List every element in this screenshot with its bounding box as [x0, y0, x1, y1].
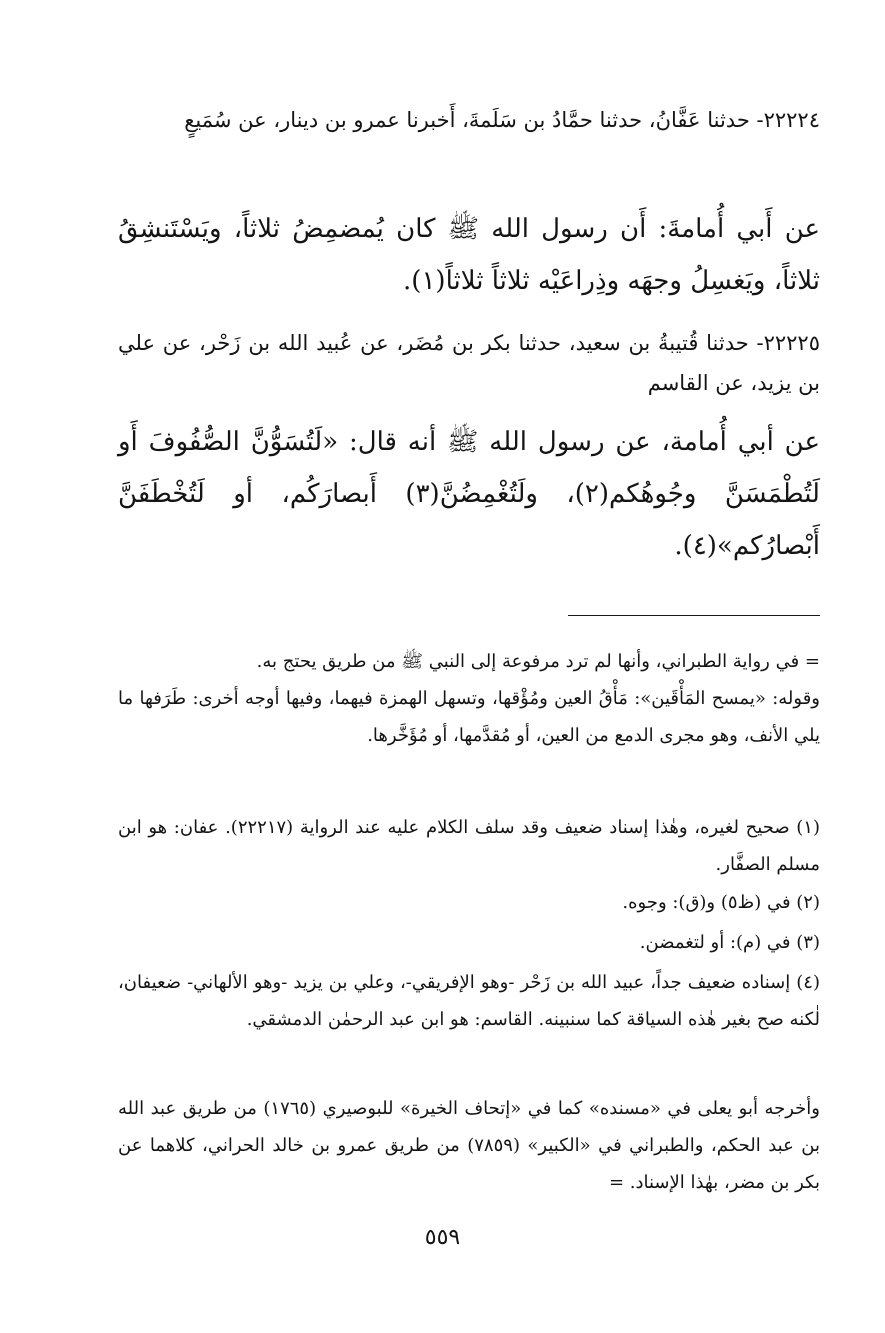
footnote-4: (٤) إسناده ضعيف جداً، عبيد الله بن زَحْر -وهو الإفريقي-، وعلي بن يزيد -وهو الألهاني- ضعيفان، لٰكنه صح بغير هٰذه السياقة كما سنبينه. القاسم: هو ابن عبد الرحمٰن الدمشقي. [118, 972, 820, 1030]
hadith-22224-matn: عن أَبي أُمامةَ: أَن رسول الله ﷺ كان يُمضمِضُ ثلاثاً، ويَسْتَنشِقُ ثلاثاً، ويَغسِلُ وجهَه وذِراعَيْه ثلاثاً ثلاثاً(١). [118, 214, 820, 296]
footnote-separator [568, 615, 820, 616]
footnote-3: (٣) في (م): أو لتغمضن. [639, 932, 820, 953]
hadith-22225-matn: عن أبي أُمامة، عن رسول الله ﷺ أنه قال: «لَتُسَوُّنَّ الصُّفُوفَ أَو لَتُطْمَسَنَّ وجُوهُكم(٢)، ولَتُغْمِضُنَّ(٣) أَبصارَكُم، أو لَتُخْطَفَنَّ أَبْصارُكم»(٤). [118, 427, 820, 561]
footnote-continuation: = في رواية الطبراني، وأنها لم ترد مرفوعة إلى النبي ﷺ من طريق يحتج به. [256, 651, 820, 672]
footnote-maqin-note: وقوله: «يمسح المَأْقَين»: مَأْقُ العين ومُؤْقها، وتسهل الهمزة فيهما، وفيها أوجه أخرى: طَرَفها ما يلي الأنف، وهو مجرى الدمع من العين، أو مُقدَّمها، أو مُؤَخَّرها. [118, 688, 820, 746]
footnote-takhrij: وأخرجه أبو يعلى في «مسنده» كما في «إتحاف الخيرة» للبوصيري (١٧٦٥) من طريق عبد الله بن عبد الحكم، والطبراني في «الكبير» (٧٨٥٩) من طريق عمرو بن خالد الحراني، كلاهما عن بكر بن مضر، بهٰذا الإسناد. = [118, 1098, 820, 1193]
footnote-2: (٢) في (ظ٥) و(ق): وجوه. [622, 892, 820, 913]
hadith-22225-chain: ٢٢٢٢٥- حدثنا قُتيبةُ بن سعيد، حدثنا بكر بن مُضَر، عن عُبيد الله بن زَحْر، عن علي بن يزيد، عن القاسم [118, 331, 820, 395]
footnote-1: (١) صحيح لغيره، وهٰذا إسناد ضعيف وقد سلف الكلام عليه عند الرواية (٢٢٢١٧). عفان: هو ابن مسلم الصفَّار. [118, 817, 820, 875]
hadith-22224-chain: ٢٢٢٢٤- حدثنا عَفَّانُ، حدثنا حمَّادُ بن سَلَمةَ، أَخبرنا عمرو بن دينار، عن سُمَيعٍ [184, 108, 820, 132]
page-number: ٥٥٩ [424, 1225, 461, 1250]
